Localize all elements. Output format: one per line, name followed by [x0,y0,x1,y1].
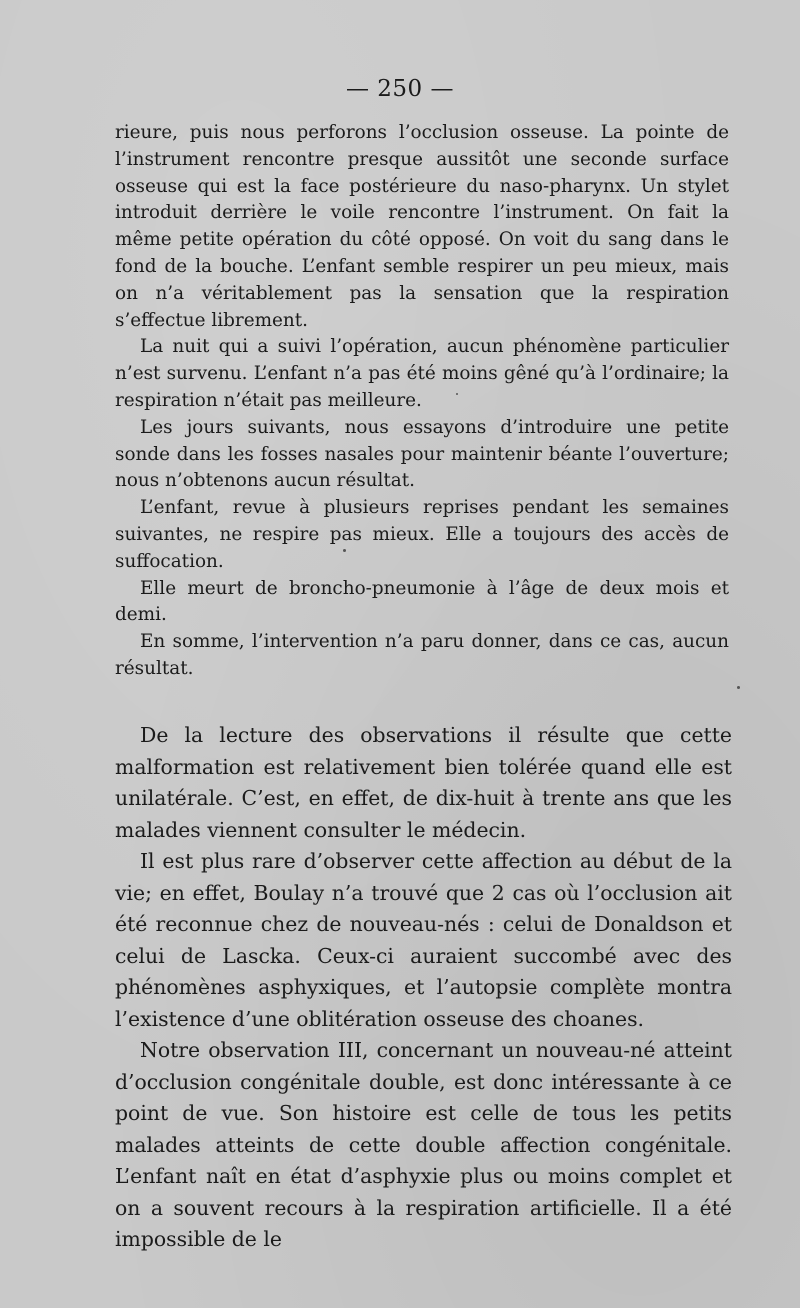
paragraph-followup: L’enfant, revue à plusieurs reprises pendant les semaines suivantes, ne respire pas mieux. Elle a toujours des accès de suffocation. [115,497,729,572]
paragraph-rare: Il est plus rare d’observer cette affection au début de la vie; en effet, Boulay n’a trouvé que 2 cas où l’occlusion ait été reconnue chez de nouveau-nés : celui de Donaldson et celui de Lascka. Ceux-ci auraient succombé avec des phénomènes asphyxiques, et l’autopsie complète montra l’existence d’une oblitération osseuse des choanes. [115,849,732,1031]
paper-speck [456,393,458,395]
paragraph-night: La nuit qui a suivi l’opération, aucun phénomène particulier n’est survenu. L’enfant n’a pas été moins gêné qu’à l’ordinaire; la respiration n’était pas meilleure. [115,336,729,411]
paragraph-following-days: Les jours suivants, nous essayons d’introduire une petite sonde dans les fosses nasales pour maintenir béante l’ouverture; nous n’obtenons aucun résultat. [115,416,729,492]
discussion-text [115,720,732,1256]
observation-text [115,120,729,683]
paper-speck [343,549,346,552]
paper-speck [737,686,740,689]
paragraph-observation-iii: Notre observation III, concernant un nouveau-né atteint d’occlusion congénitale double, est donc intéressante à ce point de vue. Son histoire est celle de tous les petits malades atteints de cette double affection congénitale. L’enfant naît en état d’asphyxie plus ou moins complet et on a souvent recours à la respiration artificielle. Il a été impossible de le [115,1038,732,1251]
paragraph-summary: En somme, l’intervention n’a paru donner, dans ce cas, aucun résultat. [115,631,729,679]
paragraph-death: Elle meurt de broncho-pneumonie à l’âge de deux mois et demi. [115,577,729,626]
paragraph-lecture: De la lecture des observations il résulte que cette malformation est relativement bien tolérée quand elle est unilatérale. C’est, en effet, de dix-huit à trente ans que les malades viennent consulter le médecin. [115,723,732,842]
paragraph-operation: rieure, puis nous perforons l’occlusion osseuse. La pointe de l’instrument rencontre presque aussitôt une seconde surface osseuse qui est la face postérieure du naso-pharynx. Un stylet introduit derrière le voile rencontre l’instrument. On fait la même petite opération du côté opposé. On voit du sang dans le fond de la bouche. L’enfant semble respirer un peu mieux, mais on n’a véritablement pas la sensation que la respiration s’effectue librement. [115,122,729,331]
page-number: — 250 — [345,76,455,102]
